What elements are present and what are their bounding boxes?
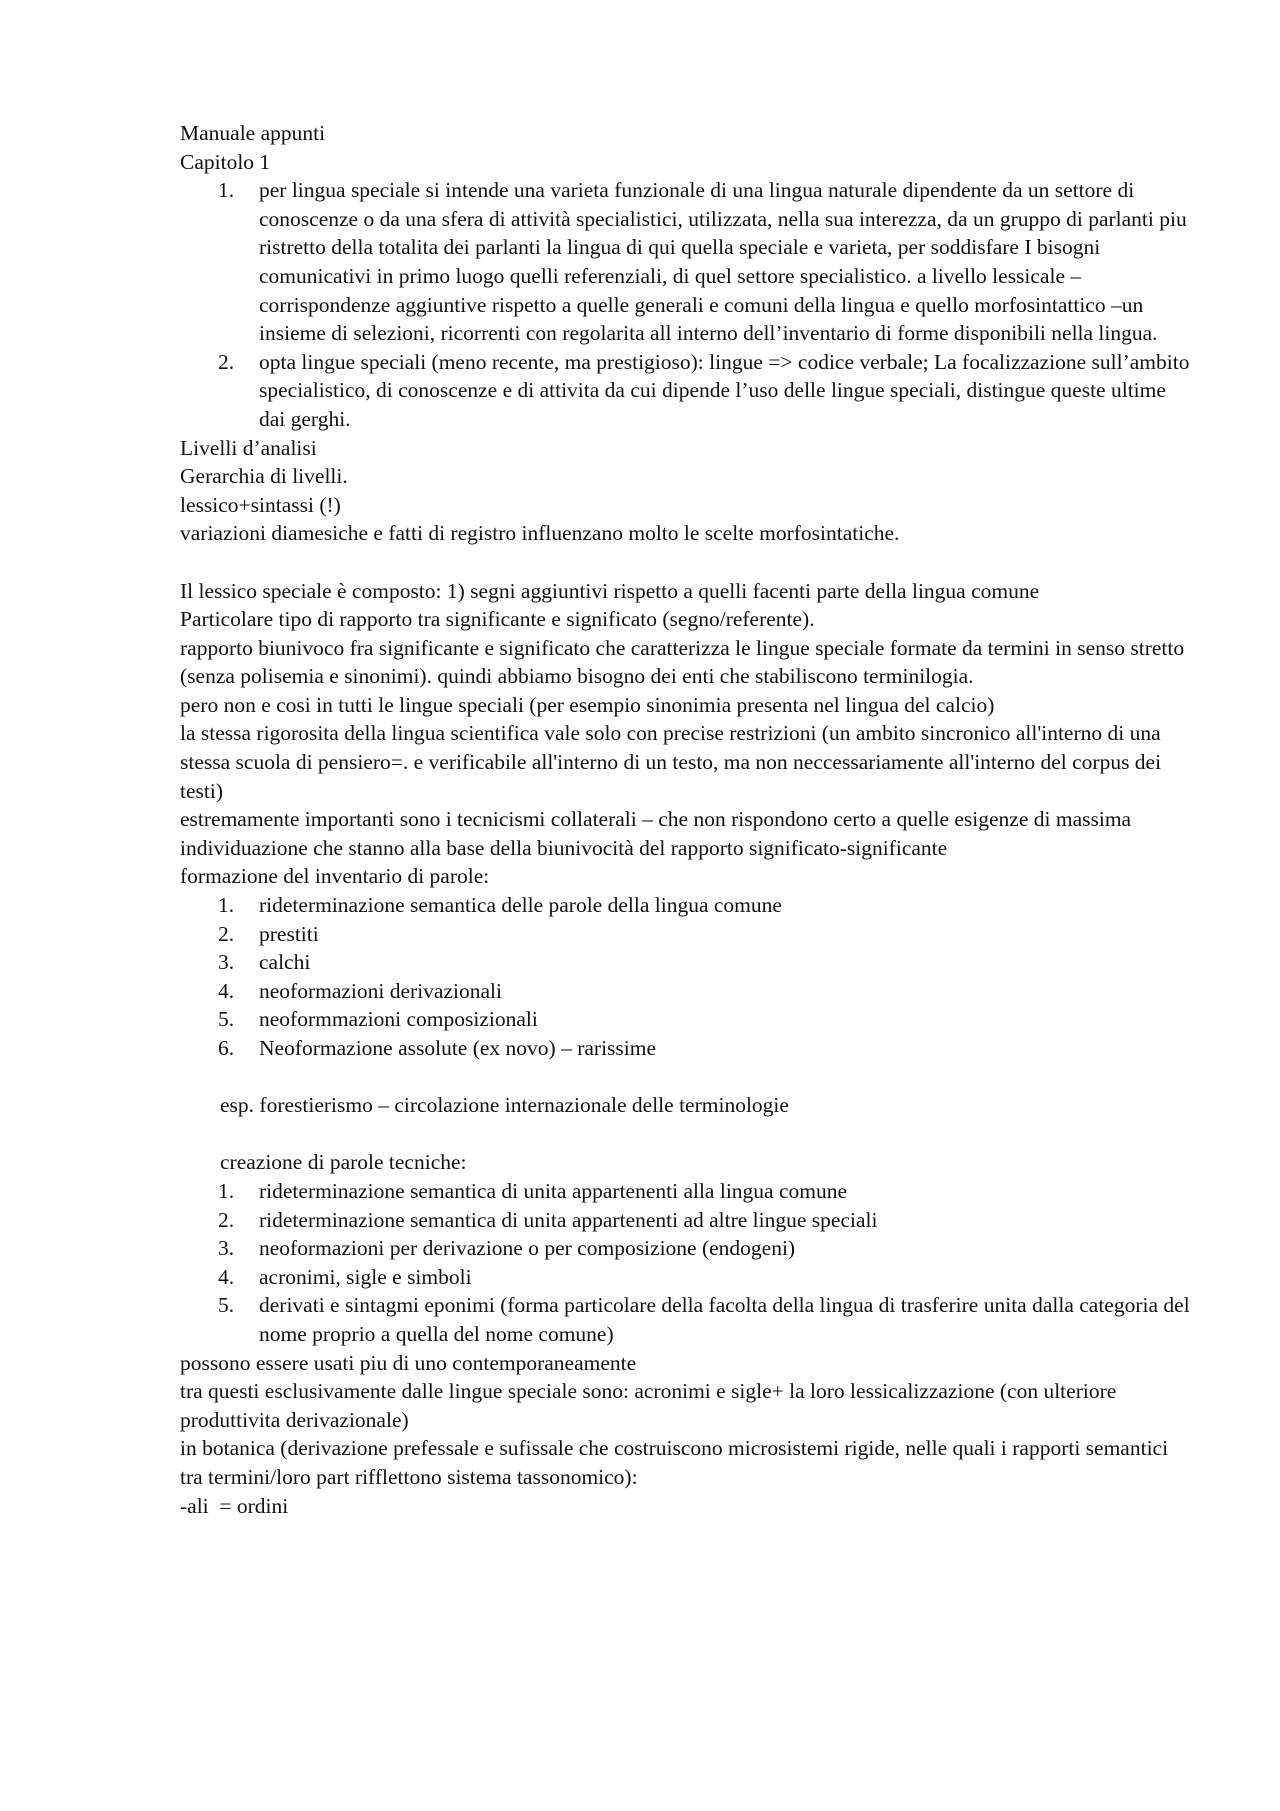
paragraph: -ali = ordini [180,1493,289,1518]
indented-paragraph: esp. forestierismo – circolazione internazionale delle terminologie [220,1093,789,1118]
list-item-text: neoformazioni derivazionali [259,978,502,1003]
paragraph: lessico+sintassi (!) [180,492,341,517]
paragraph: estremamente importanti sono i tecnicismi collaterali – che non rispondono certo a quelle esigenze di massima individuazione che stanno alla base della biunivocità del rapporto significato-significante [180,807,1132,860]
list-item [180,1206,1190,1235]
list-item [180,1234,1190,1263]
document-page [180,119,1190,1520]
paragraph: rapporto biunivoco fra significante e significato che caratterizza le lingue speciale formate da termini in senso stretto (senza polisemia e sinonimi). quindi abbiamo bisogno dei enti che stabiliscono terminilogia. [180,635,1185,689]
list-number: 2. [218,349,235,374]
list-number: 1. [218,1178,235,1203]
list-item-text: opta lingue speciali (meno recente, ma prestigioso): lingue => codice verbale; La focalizzazione sull’ambito specialistico, di conoscenze e di attivita da cui dipende l’uso delle lingue speciali, distingue queste ultime dai gerghi. [259,349,1190,431]
list-number: 3. [218,1236,235,1261]
list-number: 6. [218,1036,235,1060]
list-item [180,1005,1190,1034]
list-item-text: prestiti [259,921,319,946]
chapter-heading: Capitolo 1 [180,149,271,174]
paragraph: in botanica (derivazione prefessale e sufissale che costruiscono microsistemi rigide, nelle quali i rapporti semantici tra termini/loro part rifflettono sistema tassonomico): [180,1436,1169,1489]
blank-line [180,548,1190,577]
list-number: 1. [218,178,235,203]
paragraph: formazione del inventario di parole: [180,864,490,889]
list-number: 1. [218,893,235,918]
list-number: 2. [218,1207,235,1232]
list-item-text: calchi [259,950,311,975]
document-title: Manuale appunti [180,121,326,145]
paragraph: pero non e cosi in tutti le lingue speciali (per esempio sinonimia presenta nel lingua del calcio) [180,692,995,717]
list-number: 5. [218,1293,235,1318]
list-item [180,176,1190,348]
list-item [180,1263,1190,1292]
list-item [180,1291,1190,1348]
formation-list [180,891,1190,1063]
list-item [180,948,1190,977]
paragraph: Gerarchia di livelli. [180,464,348,489]
list-number: 5. [218,1007,235,1032]
paragraph: Livelli d’analisi [180,435,317,460]
creation-list [180,1177,1190,1349]
paragraph: possono essere usati piu di uno contemporaneamente [180,1350,637,1375]
list-number: 4. [218,1264,235,1289]
list-item-text: rideterminazione semantica delle parole della lingua comune [259,893,782,918]
list-item-text: Neoformazione assolute (ex novo) – rarissime [259,1036,657,1060]
list-item [180,1034,1190,1063]
list-item-text: neoformazioni per derivazione o per composizione (endogeni) [259,1236,796,1261]
list-item [180,977,1190,1006]
list-item-text: derivati e sintagmi eponimi (forma particolare della facolta della lingua di trasferire unita dalla categoria del nome proprio a quella del nome comune) [259,1293,1190,1346]
paragraph: Il lessico speciale è composto: 1) segni aggiuntivi rispetto a quelli facenti parte della lingua comune [180,578,1040,603]
blank-line [180,1063,1190,1092]
list-item-text: neoformmazioni composizionali [259,1007,538,1032]
paragraph: tra questi esclusivamente dalle lingue speciale sono: acronimi e sigle+ la loro lessicalizzazione (con ulteriore produttivita derivazionale) [180,1379,1117,1432]
list-number: 3. [218,950,235,975]
list-item-text: per lingua speciale si intende una varieta funzionale di una lingua naturale dipendente da un settore di conoscenze o da una sfera di attività specialistici, utilizzata, nella sua interezza, da un gruppo di parlanti piu ristretto della totalita dei parlanti la lingua di qui quella speciale e varieta, per soddisfare I bisogni comunicativi in primo luogo quelli referenziali, di quel settore specialistico. a livello lessicale – corrispondenze aggiuntive rispetto a quelle generali e comuni della lingua e quello morfosintattico –un insieme di selezioni, ricorrenti con regolarita all interno dell’inventario di forme disponibili nella lingua. [259,178,1187,346]
list-item [180,920,1190,949]
paragraph: variazioni diamesiche e fatti di registro influenzano molto le scelte morfosintatiche. [180,521,900,546]
definitions-list [180,176,1190,433]
list-number: 2. [218,921,235,946]
paragraph: la stessa rigorosita della lingua scientifica vale solo con precise restrizioni (un ambito sincronico all'interno di una stessa scuola di pensiero=. e verificabile all'interno di un testo, ma non neccessariamente all'interno del corpus dei testi) [180,721,1162,803]
list-item [180,891,1190,920]
list-item [180,1177,1190,1206]
indented-paragraph: creazione di parole tecniche: [220,1150,467,1175]
list-item-text: acronimi, sigle e simboli [259,1264,472,1289]
paragraph: Particolare tipo di rapporto tra significante e significato (segno/referente). [180,607,815,632]
list-item-text: rideterminazione semantica di unita appartenenti alla lingua comune [259,1178,848,1203]
list-number: 4. [218,978,235,1003]
blank-line [180,1120,1190,1149]
list-item [180,348,1190,434]
list-item-text: rideterminazione semantica di unita appartenenti ad altre lingue speciali [259,1207,878,1232]
